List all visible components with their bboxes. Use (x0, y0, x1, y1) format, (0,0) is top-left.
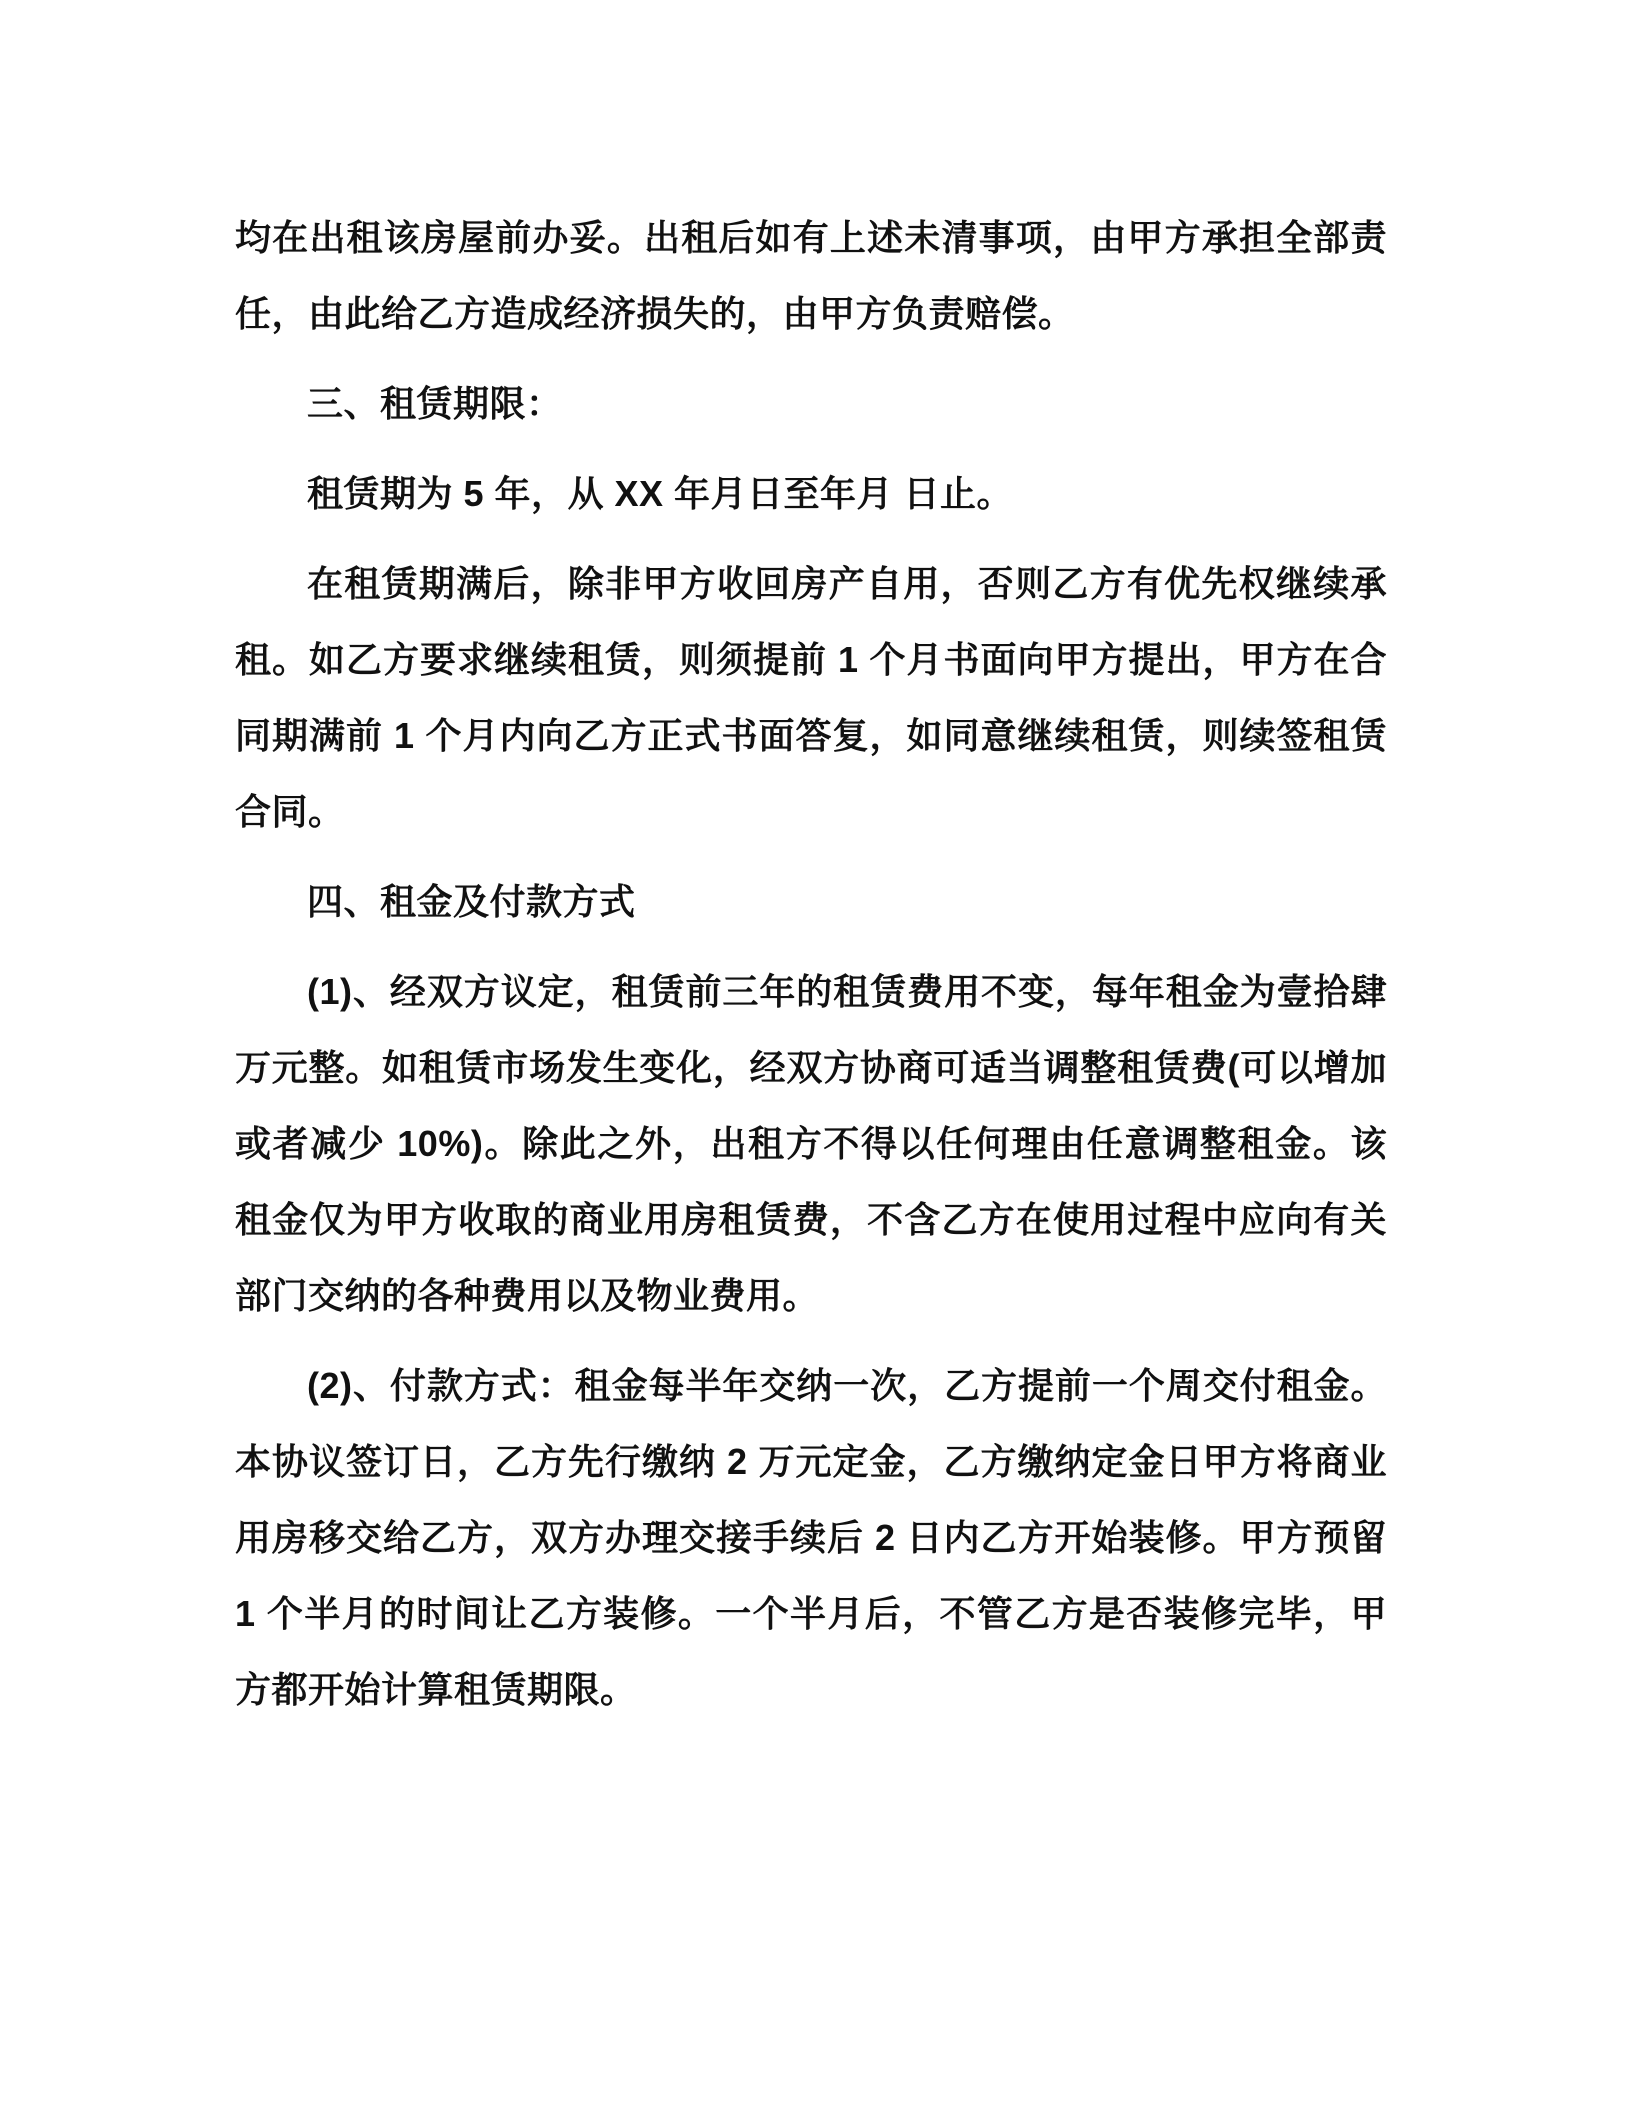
contract-body (235, 200, 1387, 1728)
section-heading-lease-term: 三、租赁期限： (307, 383, 563, 424)
section-heading-rent-and-payment: 四、租金及付款方式 (307, 881, 636, 922)
paragraph-lease-duration: 租赁期为 5 年，从 XX 年月日至年月 日止。 (307, 473, 1014, 514)
paragraph-rent-amount: (1)、经双方议定，租赁前三年的租赁费用不变，每年租金为壹拾肆万元整。如租赁市场发生变化，经双方协商可适当调整租赁费(可以增加或者减少 10%)。除此之外，出租方不得以任何理由任意调整租金。该租金仅为甲方收取的商业用房租赁费，不含乙方在使用过程中应向有关部门交纳的各种费用以及物业费用。 (235, 971, 1387, 1316)
paragraph-renewal-priority: 在租赁期满后，除非甲方收回房产自用，否则乙方有优先权继续承租。如乙方要求继续租赁，则须提前 1 个月书面向甲方提出，甲方在合同期满前 1 个月内向乙方正式书面答复，如同意继续租赁，则续签租赁合同。 (235, 563, 1387, 832)
paragraph-liability-continuation: 均在出租该房屋前办妥。出租后如有上述未清事项，由甲方承担全部责任，由此给乙方造成经济损失的，由甲方负责赔偿。 (235, 217, 1387, 334)
paragraph-payment-method: (2)、付款方式：租金每半年交纳一次，乙方提前一个周交付租金。本协议签订日，乙方先行缴纳 2 万元定金，乙方缴纳定金日甲方将商业用房移交给乙方，双方办理交接手续后 2 日内乙方开始装修。甲方预留 1 个半月的时间让乙方装修。一个半月后，不管乙方是否装修完毕，甲方都开始计算租赁期限。 (235, 1365, 1387, 1710)
